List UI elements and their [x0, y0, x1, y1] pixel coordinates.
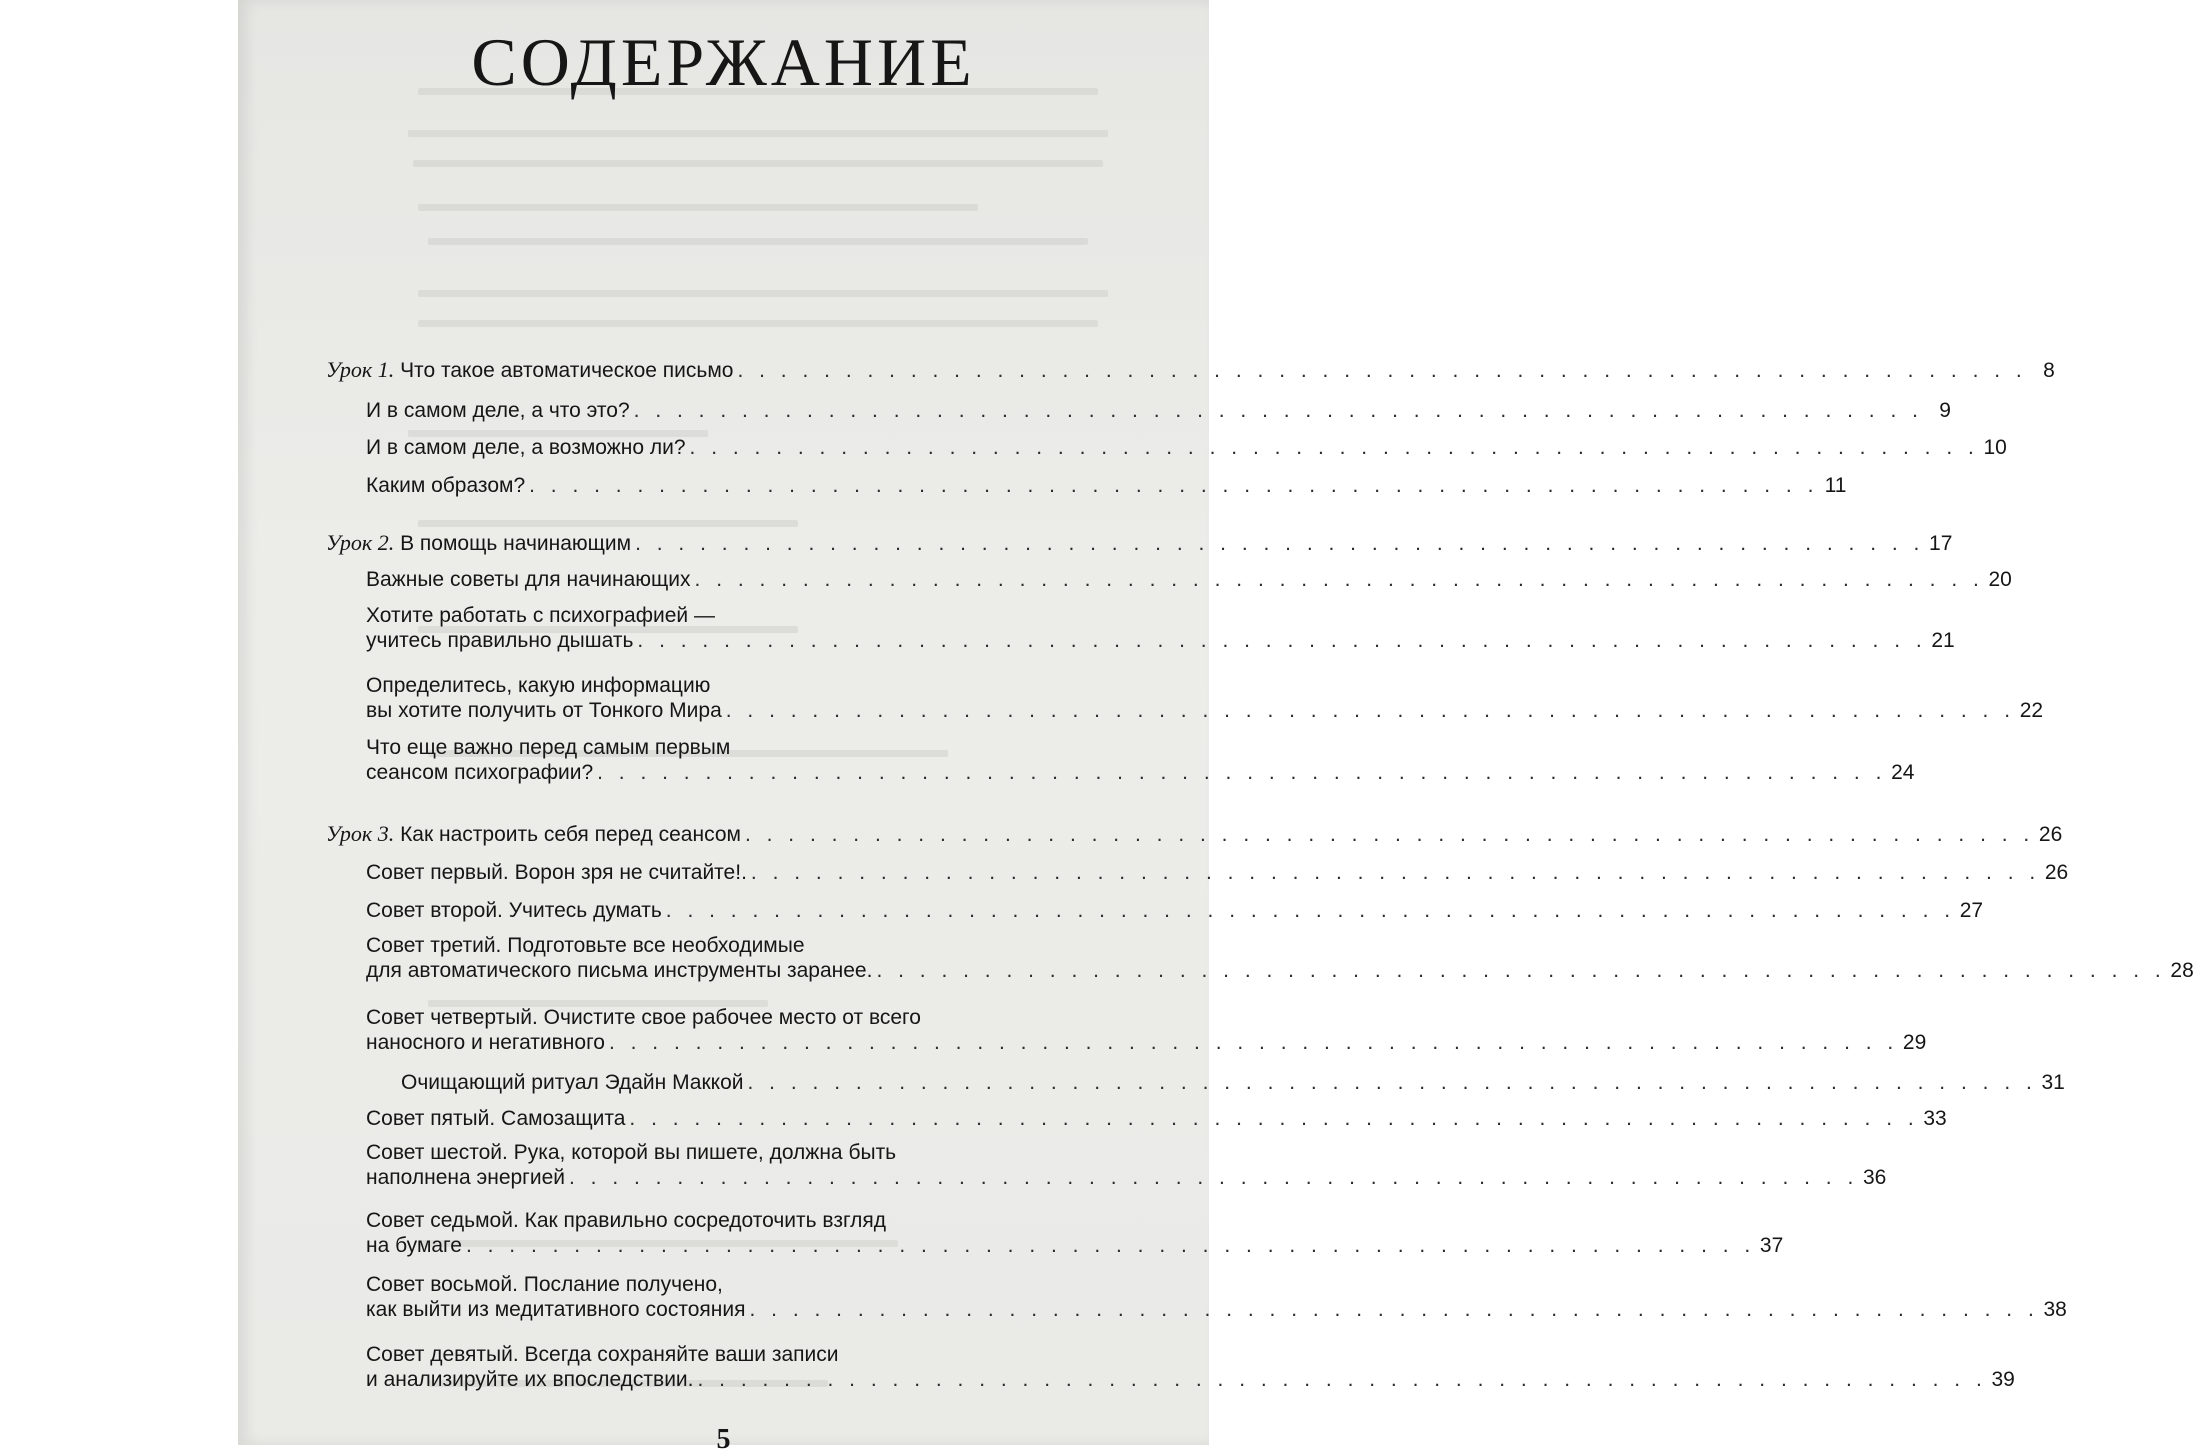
page-number: 20 [1988, 568, 2012, 591]
toc-entry [326, 357, 2055, 382]
entry-title-line: Совет седьмой. Как правильно сосредоточить взгляд [366, 1209, 887, 1232]
toc-entry [366, 1005, 1927, 1055]
scan-margin-left [0, 0, 238, 1445]
entry-title-line: Определитесь, какую информацию [366, 674, 711, 697]
page-number: 8 [2043, 359, 2055, 382]
page-number: 31 [2041, 1071, 2065, 1094]
dot-leader: . . . . . . . . . . . . . . . . . . . . . . . . . . . . . . . . . . . . . . . . . . . . . . . . . . . . . . . . . . . . [629, 1107, 1919, 1130]
page-folio: 5 [716, 1424, 731, 1455]
page-number: 10 [1983, 436, 2007, 459]
toc-entry [326, 821, 2063, 846]
dot-leader: . . . . . . . . . . . . . . . . . . . . . . . . . . . . . . . . . . . . . . . . . . . . . . . . . . . . . . . . . . . . [725, 699, 2016, 722]
page-number: 29 [1902, 1031, 1927, 1054]
entry-title-line: наполнена энергией [366, 1166, 565, 1189]
toc-entry [366, 435, 2007, 460]
dot-leader: . . . . . . . . . . . . . . . . . . . . . . . . . . . . . . . . . . . . . . . . . . . . . . . . . . . . . . . . . . . . [465, 1234, 1756, 1257]
dot-leader: . . . . . . . . . . . . . . . . . . . . . . . . . . . . . . . . . . . . . . . . . . . . . . . . . . . . . . . . . . . . [665, 899, 1956, 922]
dot-leader: . . . . . . . . . . . . . . . . . . . . . . . . . . . . . . . . . . . . . . . . . . . . . . . . . . . . . . . . . . . . [689, 436, 1979, 459]
entry-title-line: на бумаге [366, 1234, 462, 1257]
toc-entry [366, 1140, 1887, 1190]
toc-entry [366, 1106, 1947, 1131]
entry-title-line: Совет девятый. Всегда сохраняйте ваши записи [366, 1343, 839, 1366]
page-number: 11 [1824, 474, 1847, 497]
entry-title-line: вы хотите получить от Тонкого Мира [366, 699, 722, 722]
entry-title: Совет первый. Ворон зря не считайте!. [366, 861, 747, 884]
page-number: 21 [1931, 629, 1955, 652]
entry-title: Очищающий ритуал Эдайн Маккой [401, 1071, 744, 1094]
entry-title: Как настроить себя перед сеансом [400, 823, 741, 846]
entry-title-line: Совет шестой. Рука, которой вы пишете, должна быть [366, 1141, 897, 1164]
dot-leader: . . . . . . . . . . . . . . . . . . . . . . . . . . . . . . . . . . . . . . . . . . . . . . . . . . . . . . . . . . . . [529, 474, 1819, 497]
page-number: 36 [1862, 1166, 1887, 1189]
dot-leader: . . . . . . . . . . . . . . . . . . . . . . . . . . . . . . . . . . . . . . . . . . . . . . . . . . . . . . . . . . . . [597, 761, 1887, 784]
dot-leader: . . . . . . . . . . . . . . . . . . . . . . . . . . . . . . . . . . . . . . . . . . . . . . . . . . . . . . . . . . . . [744, 823, 2035, 846]
dot-leader: . . . . . . . . . . . . . . . . . . . . . . . . . . . . . . . . . . . . . . . . . . . . . . . . . . . . . . . . . . . . [749, 1298, 2039, 1321]
entry-title-line: Совет третий. Подготовьте все необходимые [366, 934, 805, 957]
toc-entry [366, 673, 2044, 723]
toc-entry [401, 1070, 2065, 1095]
entry-title: Что такое автоматическое письмо [400, 359, 734, 382]
toc-entry [366, 860, 2069, 885]
page-number: 26 [2038, 823, 2063, 846]
toc-entry [366, 473, 1847, 498]
dot-leader: . . . . . . . . . . . . . . . . . . . . . . . . . . . . . . . . . . . . . . . . . . . . . . . . . . . . . . . . . . . . [608, 1031, 1899, 1054]
lesson-number: Урок 1. [326, 357, 395, 382]
entry-title-line: учитесь правильно дышать [366, 629, 634, 652]
entry-title-line: Совет восьмой. Послание получено, [366, 1273, 723, 1296]
entry-title-line: как выйти из медитативного состояния [366, 1298, 746, 1321]
toc-entry [366, 1208, 1784, 1258]
entry-title: И в самом деле, а что это? [366, 399, 630, 422]
entry-title: Важные советы для начинающих [366, 568, 691, 591]
toc-entry [366, 603, 1955, 653]
page-number: 33 [1923, 1107, 1947, 1130]
entry-title: И в самом деле, а возможно ли? [366, 436, 686, 459]
page-number: 37 [1759, 1234, 1784, 1257]
page-number: 27 [1959, 899, 1984, 922]
toc-entry [366, 898, 1984, 923]
toc-entry [366, 933, 2194, 983]
entry-title: Совет второй. Учитесь думать [366, 899, 662, 922]
dot-leader: . . . . . . . . . . . . . . . . . . . . . . . . . . . . . . . . . . . . . . . . . . . . . . . . . . . . . . . . . . . . [633, 399, 1923, 422]
entry-title-line: наносного и негативного [366, 1031, 605, 1054]
page-number: 28 [2170, 959, 2194, 982]
entry-title-line: Совет четвертый. Очистите свое рабочее место от всего [366, 1006, 921, 1029]
entry-title: Каким образом? [366, 474, 526, 497]
entry-title: Совет пятый. Самозащита [366, 1107, 626, 1130]
page-number: 9 [1939, 399, 1951, 422]
dot-leader: . . . . . . . . . . . . . . . . . . . . . . . . . . . . . . . . . . . . . . . . . . . . . . . . . . . . . . . . . . . . [750, 861, 2041, 884]
page-number: 38 [2043, 1298, 2067, 1321]
lesson-number: Урок 2. [326, 530, 395, 555]
dot-leader: . . . . . . . . . . . . . . . . . . . . . . . . . . . . . . . . . . . . . . . . . . . . . . . . . . . . . . . . . . . . [737, 359, 2027, 382]
entry-title-line: и анализируйте их впоследствии. [366, 1368, 694, 1391]
page-number: 39 [1991, 1368, 2015, 1391]
page-title: СОДЕРЖАНИЕ [471, 24, 976, 100]
dot-leader: . . . . . . . . . . . . . . . . . . . . . . . . . . . . . . . . . . . . . . . . . . . . . . . . . . . . . . . . . . . . [876, 959, 2166, 982]
page-number: 22 [2019, 699, 2044, 722]
dot-leader: . . . . . . . . . . . . . . . . . . . . . . . . . . . . . . . . . . . . . . . . . . . . . . . . . . . . . . . . . . . . [694, 568, 1984, 591]
entry-title-line: Что еще важно перед самым первым [366, 736, 731, 759]
dot-leader: . . . . . . . . . . . . . . . . . . . . . . . . . . . . . . . . . . . . . . . . . . . . . . . . . . . . . . . . . . . . [697, 1368, 1987, 1391]
page-number: 26 [2044, 861, 2069, 884]
dot-leader: . . . . . . . . . . . . . . . . . . . . . . . . . . . . . . . . . . . . . . . . . . . . . . . . . . . . . . . . . . . . [635, 532, 1925, 555]
dot-leader: . . . . . . . . . . . . . . . . . . . . . . . . . . . . . . . . . . . . . . . . . . . . . . . . . . . . . . . . . . . . [637, 629, 1927, 652]
entry-title-line: сеансом психографии? [366, 761, 594, 784]
toc-entry [366, 567, 2012, 592]
dot-leader: . . . . . . . . . . . . . . . . . . . . . . . . . . . . . . . . . . . . . . . . . . . . . . . . . . . . . . . . . . . . [568, 1166, 1859, 1189]
toc-entry [366, 398, 1951, 423]
toc-entry [366, 735, 1915, 785]
page-number: 17 [1929, 532, 1953, 555]
entry-title-line: Хотите работать с психографией — [366, 604, 715, 627]
table-of-contents [238, 0, 2194, 1445]
book-page [238, 0, 2194, 1455]
lesson-number: Урок 3. [326, 821, 395, 846]
page-number: 24 [1891, 761, 1915, 784]
entry-title: В помощь начинающим [400, 532, 632, 555]
toc-entry [366, 1342, 2015, 1392]
entry-title-line: для автоматического письма инструменты заранее. [366, 959, 873, 982]
dot-leader: . . . . . . . . . . . . . . . . . . . . . . . . . . . . . . . . . . . . . . . . . . . . . . . . . . . . . . . . . . . . [747, 1071, 2037, 1094]
toc-entry [326, 530, 1953, 555]
toc-entry [366, 1272, 2067, 1322]
